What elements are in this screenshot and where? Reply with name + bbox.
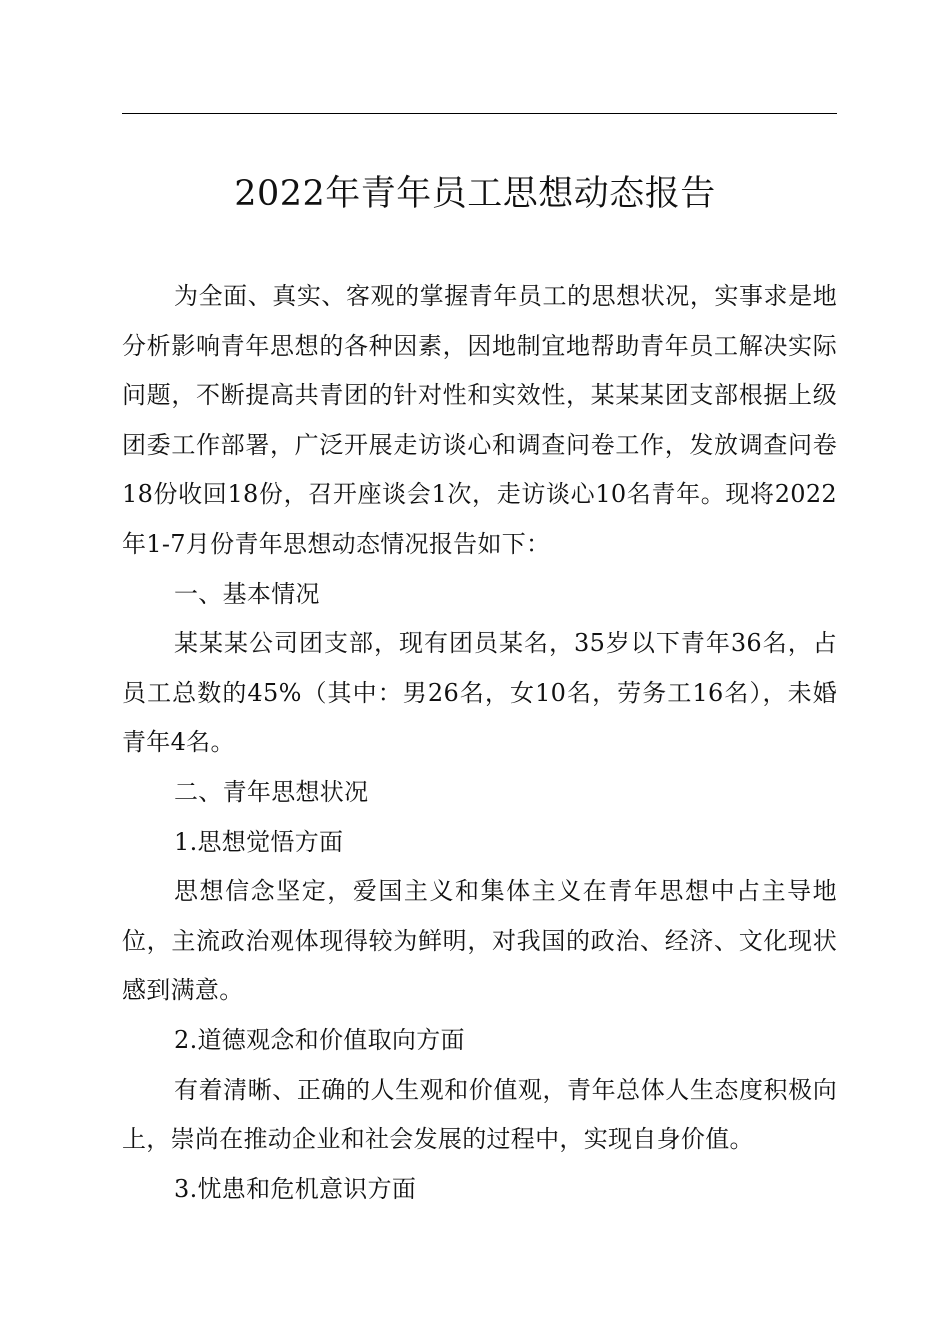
subheading-ideological-awareness: 1.思想觉悟方面 xyxy=(174,827,344,856)
intro-paragraph: 为全面、真实、客观的掌握青年员工的思想状况，实事求是地分析影响青年思想的各种因素，因地制宜地帮助青年员工解决实际问题，不断提高共青团的针对性和实效性，某某某团支部根据上级团委工作部署，广泛开展走访谈心和调查问卷工作，发放调查问卷18份收回18份，召开座谈会1次，走访谈心10名青年。现将2022年1-7月份青年思想动态情况报告如下： xyxy=(122,282,837,558)
ideological-awareness-paragraph: 思想信念坚定，爱国主义和集体主义在青年思想中占主导地位，主流政治观体现得较为鲜明，对我国的政治、经济、文化现状感到满意。 xyxy=(122,877,837,1005)
section-heading-thought-status: 二、青年思想状况 xyxy=(174,777,369,806)
section-heading-basic-situation: 一、基本情况 xyxy=(174,579,320,608)
subheading-crisis-awareness: 3.忧患和危机意识方面 xyxy=(174,1174,417,1203)
subheading-moral-values: 2.道德观念和价值取向方面 xyxy=(174,1025,465,1054)
header-divider xyxy=(122,113,837,114)
moral-values-paragraph: 有着清晰、正确的人生观和价值观，青年总体人生态度积极向上，崇尚在推动企业和社会发展的过程中，实现自身价值。 xyxy=(122,1075,837,1154)
document-title: 2022年青年员工思想动态报告 xyxy=(234,174,716,214)
basic-situation-paragraph: 某某某公司团支部，现有团员某名，35岁以下青年36名，占员工总数的45%（其中：男26名，女10名，劳务工16名），未婚青年4名。 xyxy=(122,629,837,757)
document-body xyxy=(122,272,837,1214)
